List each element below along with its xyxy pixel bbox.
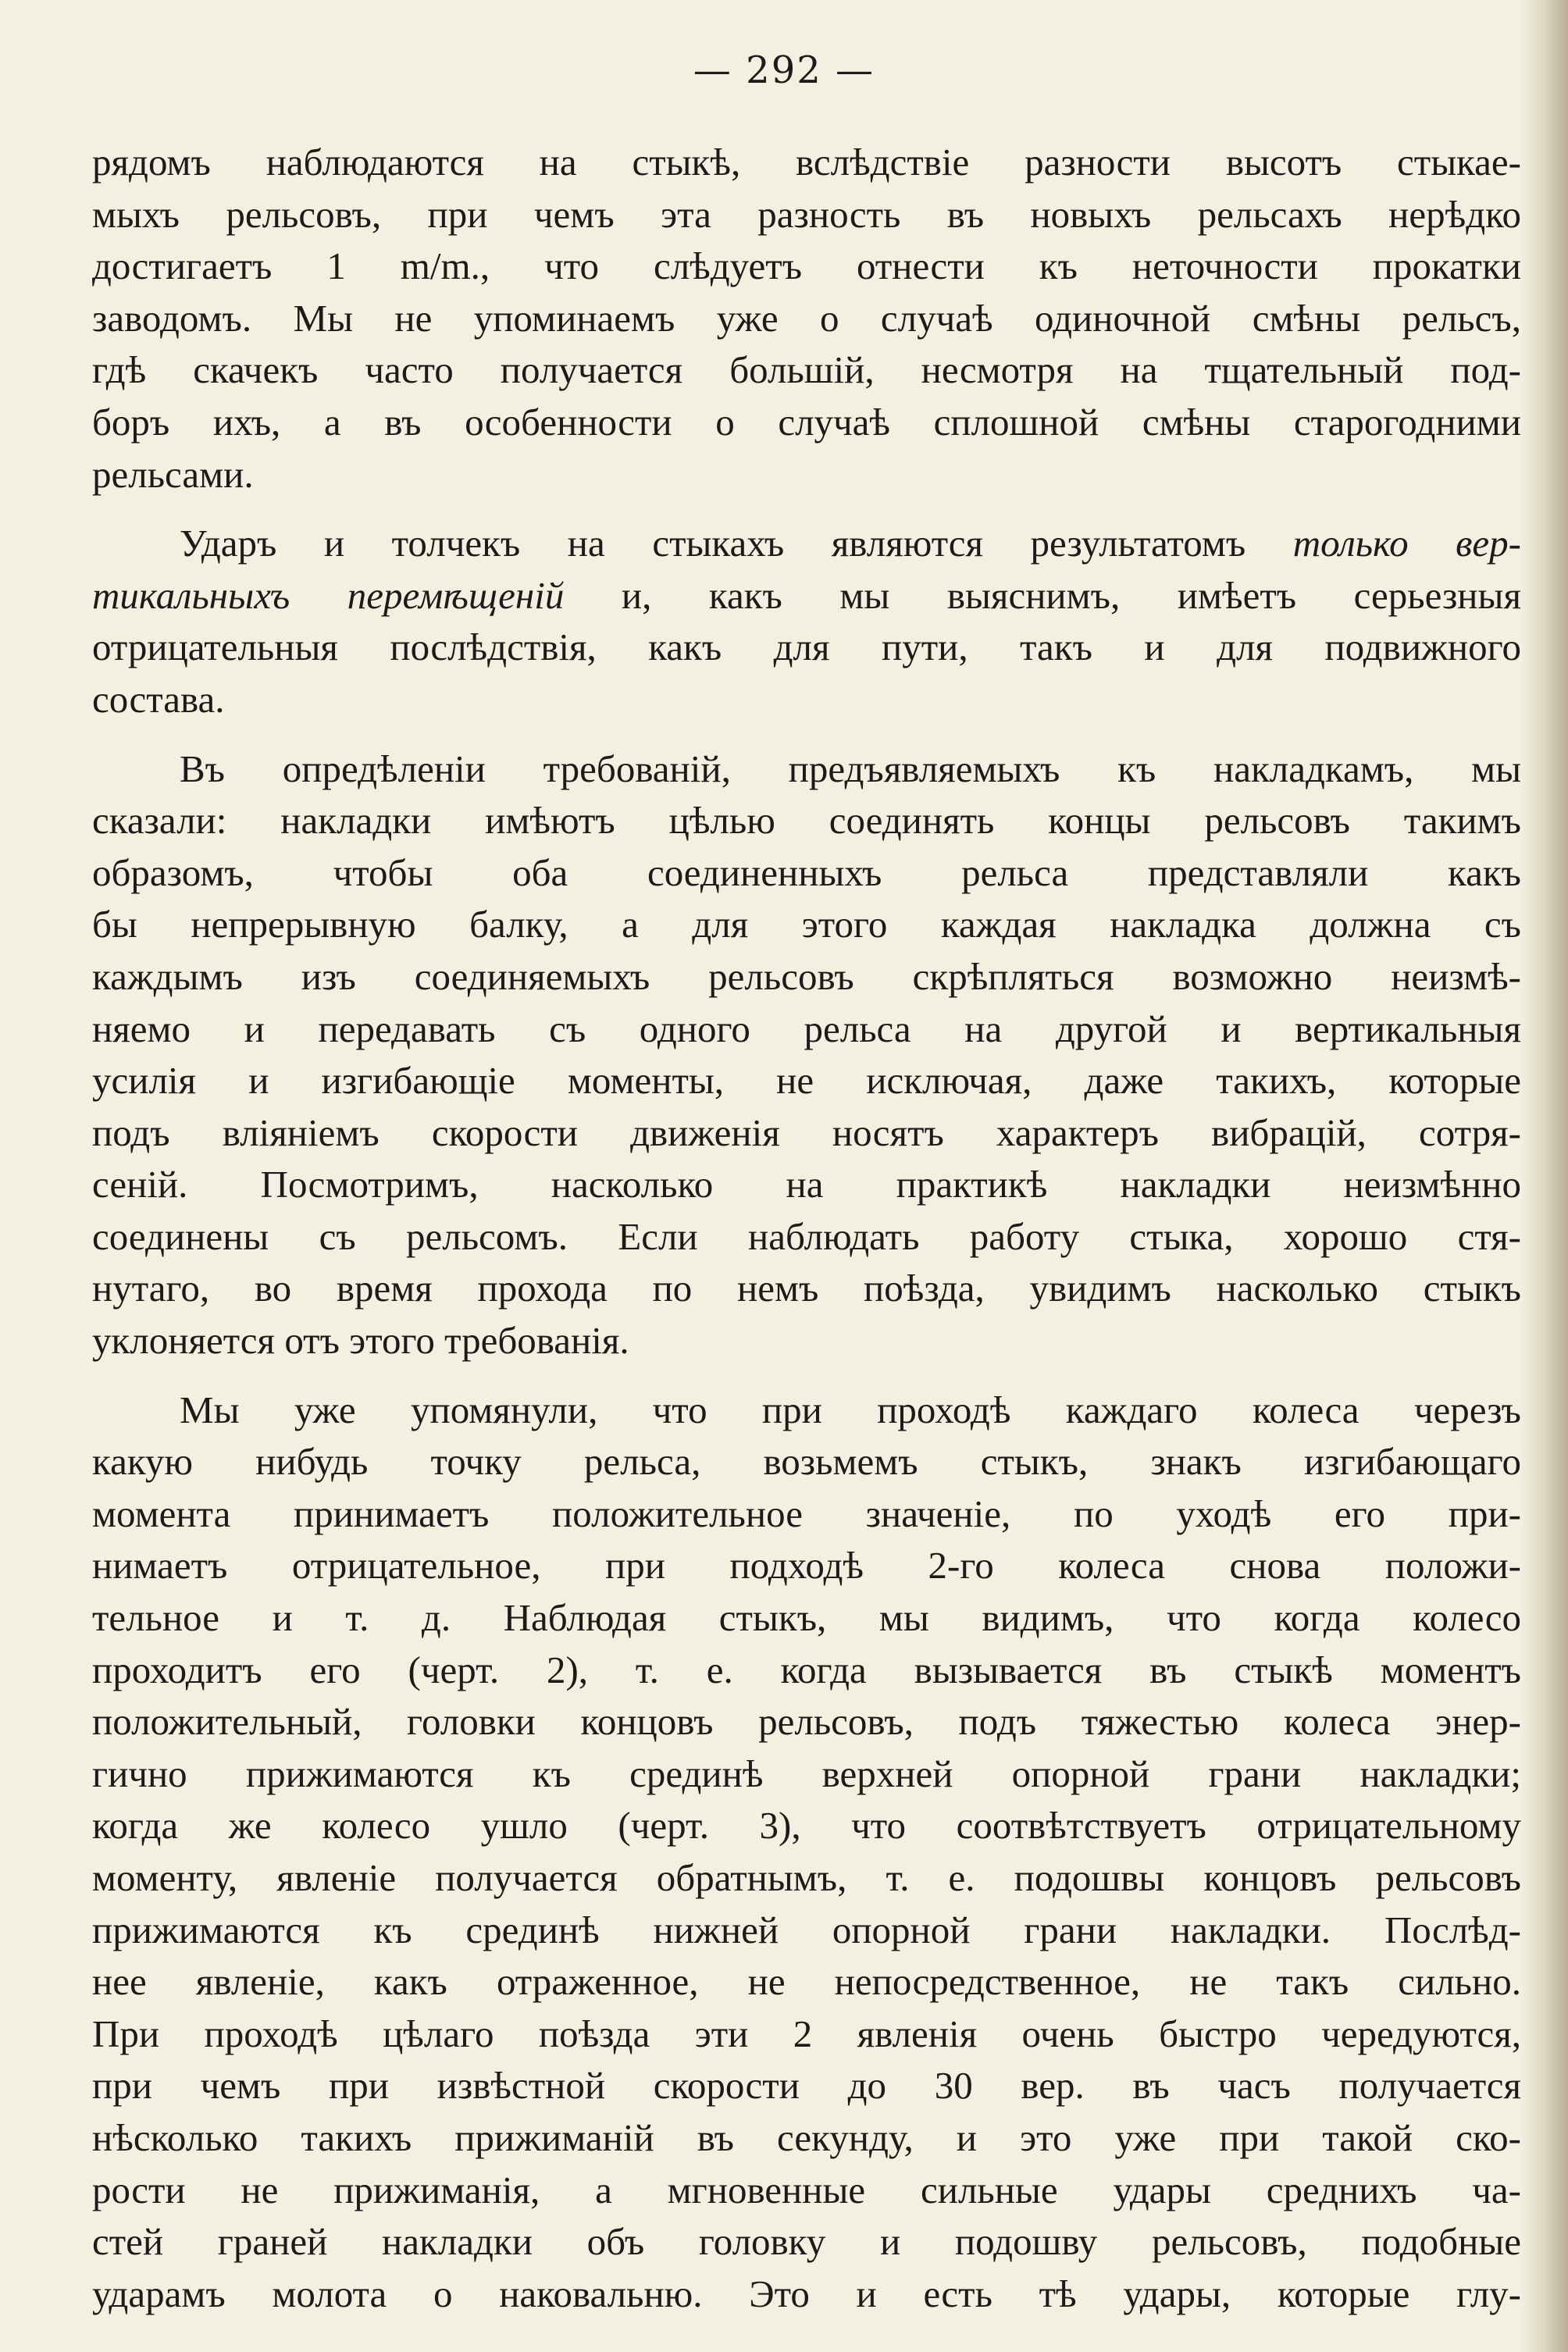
text-line: тельное и т. д. Наблюдая стыкъ, мы видимъ, что когда колесо bbox=[92, 1596, 1521, 1640]
paragraph-3 bbox=[92, 743, 1521, 1367]
text-line: прижимаются къ срединѣ нижней опорной грани накладки. Послѣд- bbox=[92, 1908, 1521, 1951]
text-run: Ударъ и толчекъ на стыкахъ являются результатомъ bbox=[180, 522, 1293, 565]
text-line: ударамъ молота о наковальню. Это и есть тѣ удары, которые глу- bbox=[92, 2272, 1521, 2315]
text-line: отрицательныя послѣдствія, какъ для пути, такъ и для подвижного bbox=[92, 625, 1521, 669]
paragraph-1 bbox=[92, 137, 1521, 501]
text-line: каждымъ изъ соединяемыхъ рельсовъ скрѣпляться возможно неизмѣ- bbox=[92, 954, 1521, 998]
text-line: нутаго, во время прохода по немъ поѣзда, увидимъ насколько стыкъ bbox=[92, 1267, 1521, 1310]
text-line: боръ ихъ, а въ особенности о случаѣ сплошной смѣны старогодними bbox=[92, 400, 1521, 444]
text-line: рядомъ наблюдаются на стыкѣ, вслѣдствіе разности высотъ стыкае- bbox=[92, 141, 1521, 184]
text-line: уклоняется отъ этого требованія. bbox=[92, 1319, 629, 1363]
text-line: положительный, головки концовъ рельсовъ, подъ тяжестью колеса энер- bbox=[92, 1700, 1521, 1744]
text-line: образомъ, чтобы оба соединенныхъ рельса представляли какъ bbox=[92, 850, 1521, 894]
text-line: подъ вліяніемъ скорости движенія носятъ характеръ вибрацій, сотря- bbox=[92, 1110, 1521, 1154]
page-text bbox=[92, 137, 1521, 2337]
text-line: Въ опредѣленіи требованій, предъявляемыхъ къ накладкамъ, мы bbox=[180, 747, 1521, 790]
text-line: бы непрерывную балку, а для этого каждая накладка должна съ bbox=[92, 903, 1521, 946]
text-line: нѣсколько такихъ прижиманій въ секунду, и это уже при такой ско- bbox=[92, 2115, 1521, 2159]
italic-run: только вер- bbox=[1292, 522, 1521, 565]
text-line: моменту, явленіе получается обратнымъ, т. е. подошвы концовъ рельсовъ bbox=[92, 1856, 1521, 1899]
text-line: стей граней накладки объ головку и подошву рельсовъ, подобные bbox=[92, 2220, 1521, 2264]
text-line: сеній. Посмотримъ, насколько на практикѣ накладки неизмѣнно bbox=[92, 1163, 1521, 1206]
text-line: достигаетъ 1 m/m., что слѣдуетъ отнести къ неточности прокатки bbox=[92, 244, 1521, 288]
text-line: При проходѣ цѣлаго поѣзда эти 2 явленія очень быстро чередуются, bbox=[92, 2012, 1521, 2055]
page-edge-shadow bbox=[1521, 0, 1568, 2352]
text-line: усилія и изгибающіе моменты, не исключая, даже такихъ, которые bbox=[92, 1059, 1521, 1103]
text-line: когда же колесо ушло (черт. 3), что соотвѣтствуетъ отрицательному bbox=[92, 1804, 1521, 1848]
text-run: и, какъ мы выяснимъ, имѣетъ серьезныя bbox=[564, 573, 1521, 617]
text-line: нее явленіе, какъ отраженное, не непосредственное, не такъ сильно. bbox=[92, 1960, 1521, 2004]
paragraph-4 bbox=[92, 1384, 1521, 2321]
text-line: при чемъ при извѣстной скорости до 30 вер. въ часъ получается bbox=[92, 2064, 1521, 2108]
text-line: заводомъ. Мы не упоминаемъ уже о случаѣ одиночной смѣны рельсъ, bbox=[92, 296, 1521, 340]
text-line: Мы уже упомянули, что при проходѣ каждаго колеса черезъ bbox=[180, 1388, 1521, 1431]
text-line: какую нибудь точку рельса, возьмемъ стыкъ, знакъ изгибающаго bbox=[92, 1440, 1521, 1484]
text-line: рости не прижиманія, а мгновенные сильные удары среднихъ ча- bbox=[92, 2168, 1521, 2211]
italic-run: тикальныхъ перемѣщеній bbox=[92, 573, 565, 617]
text-line: гично прижимаются къ срединѣ верхней опорной грани накладки; bbox=[92, 1752, 1521, 1795]
text-line: рельсами. bbox=[92, 452, 254, 496]
text-line: няемо и передавать съ одного рельса на другой и вертикальныя bbox=[92, 1007, 1521, 1050]
text-line: мыхъ рельсовъ, при чемъ эта разность въ новыхъ рельсахъ нерѣдко bbox=[92, 192, 1521, 236]
text-line: гдѣ скачекъ часто получается большій, несмотря на тщательный под- bbox=[92, 348, 1521, 392]
text-line: проходитъ его (черт. 2), т. е. когда вызывается въ стыкѣ моментъ bbox=[92, 1648, 1521, 1691]
text-line bbox=[92, 570, 1521, 622]
text-line: состава. bbox=[92, 677, 225, 721]
text-line: сказали: накладки имѣютъ цѣлью соединять концы рельсовъ такимъ bbox=[92, 799, 1521, 843]
text-line: соединены съ рельсомъ. Если наблюдать работу стыка, хорошо стя- bbox=[92, 1214, 1521, 1258]
paragraph-2 bbox=[92, 518, 1521, 725]
text-line bbox=[92, 518, 1521, 570]
text-line: нимаетъ отрицательное, при подходѣ 2-го колеса снова положи- bbox=[92, 1544, 1521, 1588]
page-number: — 292 — bbox=[693, 48, 875, 92]
text-line: момента принимаетъ положительное значеніе, по уходѣ его при- bbox=[92, 1491, 1521, 1535]
